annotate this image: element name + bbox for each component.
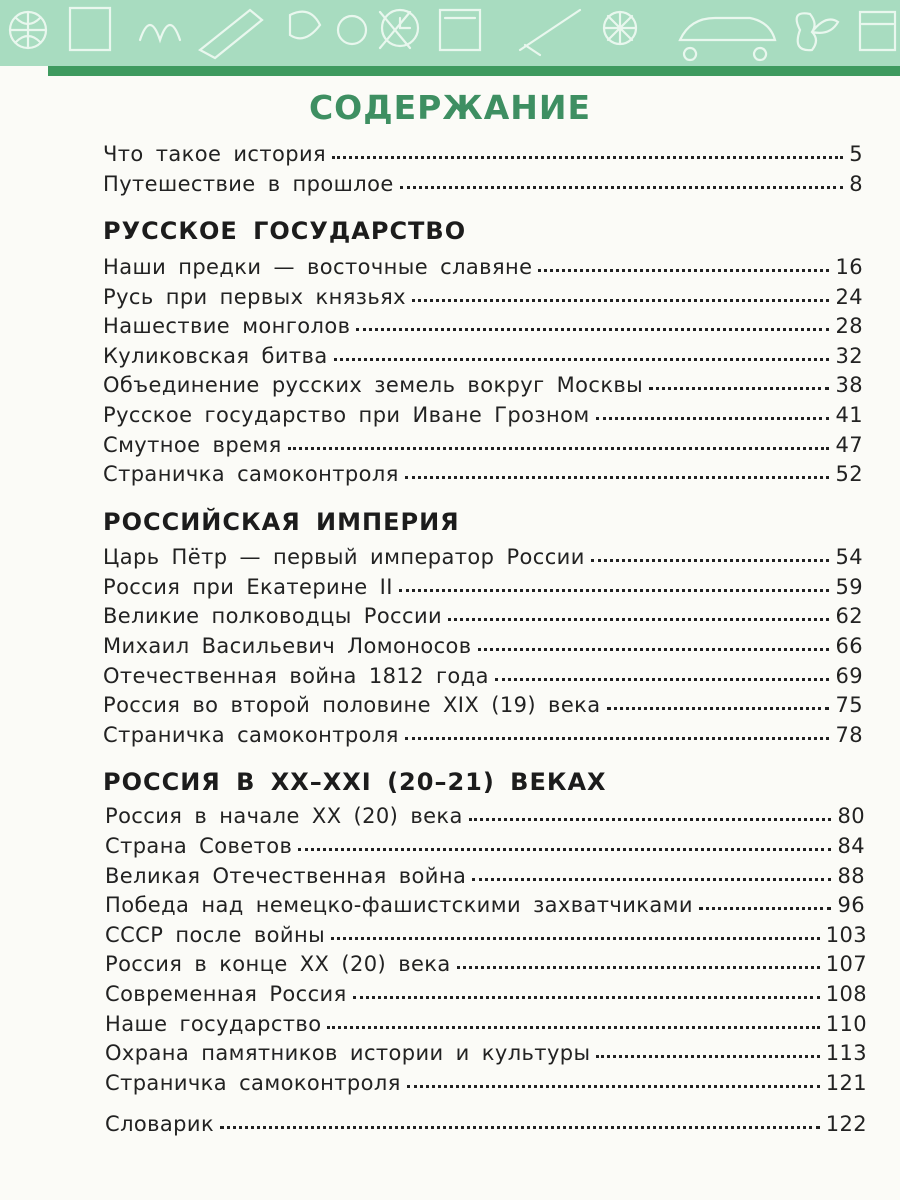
dot-leader bbox=[607, 707, 830, 710]
dot-leader bbox=[699, 907, 832, 910]
dot-leader bbox=[591, 559, 830, 562]
dot-leader bbox=[407, 1085, 820, 1088]
toc-entry[interactable] bbox=[105, 982, 867, 1012]
toc-entry-label: Путешествие в прошлое bbox=[103, 172, 394, 196]
toc-entry[interactable] bbox=[105, 923, 867, 953]
toc-entry[interactable] bbox=[103, 545, 863, 575]
toc-entry-label: Страничка самоконтроля bbox=[105, 1071, 401, 1095]
toc-entry-label: Русское государство при Иване Грозном bbox=[103, 403, 590, 427]
toc-entry-page: 69 bbox=[835, 664, 863, 688]
toc-entry[interactable] bbox=[103, 604, 863, 634]
toc-entry-label: Страна Советов bbox=[105, 834, 293, 858]
toc-entry-label: СССР после войны bbox=[105, 923, 326, 947]
toc-entry[interactable] bbox=[105, 893, 865, 923]
dot-leader bbox=[472, 878, 831, 881]
toc-entry-label: Михаил Васильевич Ломоносов bbox=[103, 634, 472, 658]
toc-entry-page: 8 bbox=[849, 172, 863, 196]
toc-entry-label: Россия в начале XX (20) века bbox=[105, 804, 463, 828]
toc-entry[interactable] bbox=[103, 255, 863, 285]
dot-leader bbox=[288, 447, 830, 450]
toc-entry-page: 108 bbox=[825, 982, 867, 1006]
dot-leader bbox=[220, 1126, 820, 1129]
toc-entry[interactable] bbox=[103, 403, 863, 433]
toc-entry-label: Страничка самоконтроля bbox=[103, 462, 399, 486]
dot-leader bbox=[596, 1055, 819, 1058]
toc-entry[interactable] bbox=[103, 285, 863, 315]
toc-entry-page: 32 bbox=[835, 344, 863, 368]
dot-leader bbox=[457, 966, 820, 969]
toc-entry-label: Царь Пётр — первый император России bbox=[103, 545, 585, 569]
toc-entry[interactable] bbox=[103, 693, 863, 723]
dot-leader bbox=[478, 648, 830, 651]
toc-entry-glossary[interactable] bbox=[105, 1112, 867, 1142]
toc-entry-page: 28 bbox=[835, 314, 863, 338]
dot-leader bbox=[538, 269, 829, 272]
dot-leader bbox=[469, 818, 832, 821]
toc-entry-page: 78 bbox=[835, 723, 863, 747]
toc-entry-page: 96 bbox=[837, 893, 865, 917]
dot-leader bbox=[405, 737, 830, 740]
toc-entry-label: Победа над немецко-фашистскими захватчиками bbox=[105, 893, 693, 917]
dot-leader bbox=[334, 358, 830, 361]
toc-entry[interactable] bbox=[103, 344, 863, 374]
toc-entry-page: 59 bbox=[835, 575, 863, 599]
toc-entry-label: Великие полководцы России bbox=[103, 604, 443, 628]
dot-leader bbox=[356, 328, 829, 331]
toc-entry[interactable] bbox=[105, 834, 865, 864]
toc-entry[interactable] bbox=[105, 864, 865, 894]
toc-entry-label: Великая Отечественная война bbox=[105, 864, 467, 888]
dot-leader bbox=[298, 848, 831, 851]
toc-entry[interactable] bbox=[103, 664, 863, 694]
toc-entry[interactable] bbox=[103, 723, 863, 753]
toc-entry-page: 41 bbox=[835, 403, 863, 427]
toc-entry-page: 62 bbox=[835, 604, 863, 628]
toc-entry-page: 47 bbox=[835, 433, 863, 457]
toc-entry-label: Наше государство bbox=[105, 1012, 322, 1036]
toc-entry-page: 75 bbox=[835, 693, 863, 717]
toc-entry-page: 122 bbox=[825, 1112, 867, 1136]
dot-leader bbox=[412, 299, 830, 302]
page-title: СОДЕРЖАНИЕ bbox=[308, 88, 592, 127]
toc-entry-page: 80 bbox=[837, 804, 865, 828]
toc-entry-page: 107 bbox=[825, 952, 867, 976]
dot-leader bbox=[331, 937, 820, 940]
toc-entry-label: Что такое история bbox=[103, 142, 327, 166]
toc-entry-label: Смутное время bbox=[103, 433, 282, 457]
toc-entry[interactable] bbox=[105, 1012, 867, 1042]
toc-entry[interactable] bbox=[103, 433, 863, 463]
toc-entry-page: 88 bbox=[837, 864, 865, 888]
toc-entry-label: Охрана памятников истории и культуры bbox=[105, 1041, 591, 1065]
dot-leader bbox=[649, 387, 829, 390]
dot-leader bbox=[400, 186, 844, 189]
toc-entry-page: 113 bbox=[825, 1041, 867, 1065]
toc-entry-page: 54 bbox=[835, 545, 863, 569]
toc-entry[interactable] bbox=[103, 142, 863, 172]
toc-entry-label: Россия в конце XX (20) века bbox=[105, 952, 451, 976]
toc-entry[interactable] bbox=[103, 172, 863, 202]
toc-entry-page: 5 bbox=[849, 142, 863, 166]
dot-leader bbox=[596, 417, 830, 420]
dot-leader bbox=[353, 996, 820, 999]
toc-entry-label: Объединение русских земель вокруг Москвы bbox=[103, 373, 644, 397]
dot-leader bbox=[332, 156, 843, 159]
toc-entry[interactable] bbox=[105, 1071, 867, 1101]
toc-entry-label: Отечественная война 1812 года bbox=[103, 664, 489, 688]
toc-entry[interactable] bbox=[103, 373, 863, 403]
toc-entry-page: 103 bbox=[825, 923, 867, 947]
dot-leader bbox=[448, 618, 829, 621]
toc-entry-label: Наши предки — восточные славяне bbox=[103, 255, 533, 279]
toc-entry-label: Словарик bbox=[105, 1112, 215, 1136]
toc-entry-page: 16 bbox=[835, 255, 863, 279]
toc-entry[interactable] bbox=[103, 462, 863, 492]
toc-entry-label: Современная Россия bbox=[105, 982, 347, 1006]
toc-entry-label: Страничка самоконтроля bbox=[103, 723, 399, 747]
section-heading: РОССИЙСКАЯ ИМПЕРИЯ bbox=[103, 508, 460, 536]
toc-entry-label: Нашествие монголов bbox=[103, 314, 351, 338]
dot-leader bbox=[405, 476, 830, 479]
toc-entry-page: 110 bbox=[825, 1012, 867, 1036]
toc-entry[interactable] bbox=[103, 575, 863, 605]
toc-entry-page: 24 bbox=[835, 285, 863, 309]
toc-entry-page: 38 bbox=[835, 373, 863, 397]
toc-entry[interactable] bbox=[103, 314, 863, 344]
section-heading: РУССКОЕ ГОСУДАРСТВО bbox=[103, 217, 467, 245]
toc-entry[interactable] bbox=[103, 634, 863, 664]
toc-entry[interactable] bbox=[105, 1041, 867, 1071]
toc-entry-page: 52 bbox=[835, 462, 863, 486]
toc-entry-label: Куликовская битва bbox=[103, 344, 328, 368]
dot-leader bbox=[495, 678, 830, 681]
toc-entry-label: Россия во второй половине XIX (19) века bbox=[103, 693, 601, 717]
toc-entry-page: 84 bbox=[837, 834, 865, 858]
toc-entry-page: 66 bbox=[835, 634, 863, 658]
section-heading: РОССИЯ В XX–XXI (20–21) ВЕКАХ bbox=[103, 768, 607, 796]
toc-entry-page: 121 bbox=[825, 1071, 867, 1095]
toc-entry[interactable] bbox=[105, 804, 865, 834]
dot-leader bbox=[399, 589, 830, 592]
toc-entry-label: Русь при первых князьях bbox=[103, 285, 406, 309]
toc-entry[interactable] bbox=[105, 952, 867, 982]
toc-entry-label: Россия при Екатерине II bbox=[103, 575, 393, 599]
dot-leader bbox=[327, 1026, 819, 1029]
